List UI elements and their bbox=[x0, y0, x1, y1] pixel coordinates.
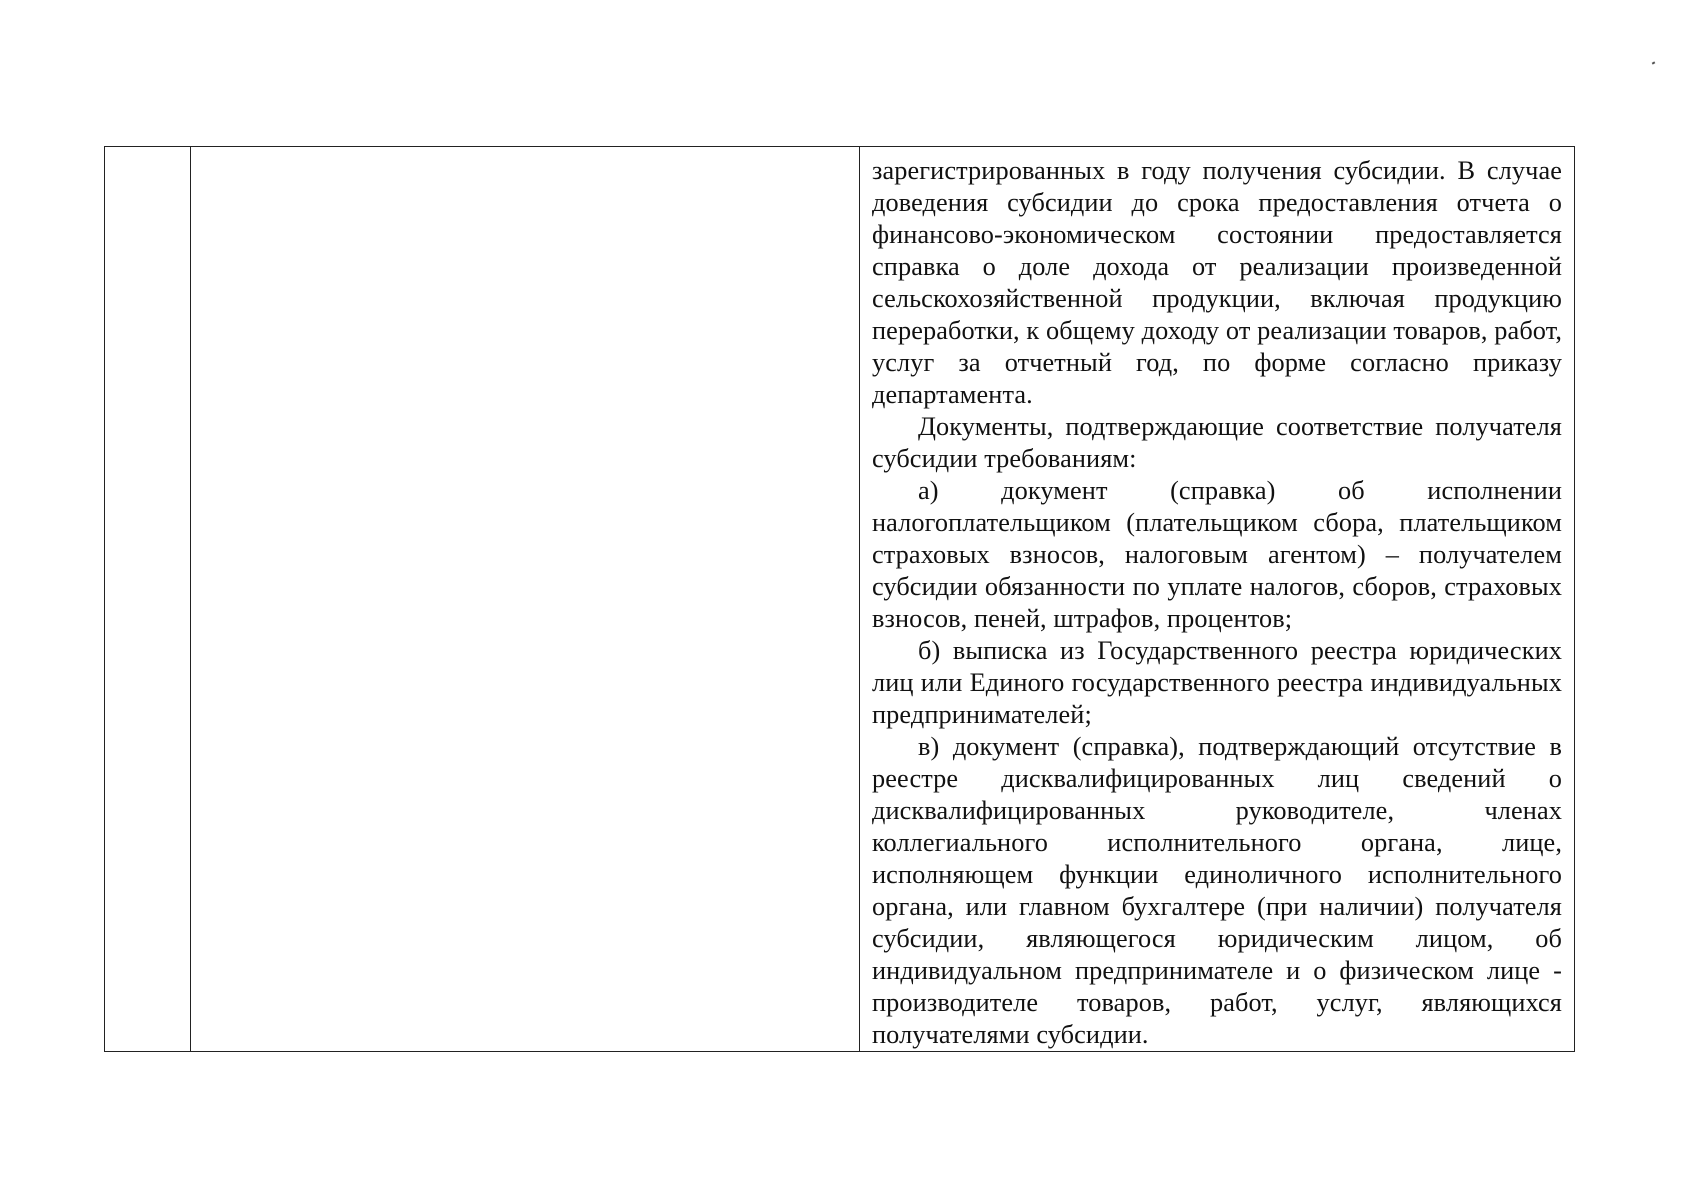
name-cell bbox=[191, 147, 860, 1052]
scan-speck bbox=[1652, 61, 1656, 64]
paragraph-documents-heading: Документы, подтверждающие соответствие получателя субсидии требованиям: bbox=[872, 412, 1562, 473]
paragraph-item-v: в) документ (справка), подтверждающий отсутствие в реестре дисквалифицированных лиц сведений о дисквалифицированных руководителе, членах коллегиального исполнительного органа, лице, исполняющем функции единоличного исполнительного органа, или главном бухгалтере (при наличии) получателя субсидии, являющегося юридическим лицом, об индивидуальном предпринимателе и о физическом лице - производителе товаров, работ, услуг, являющихся получателями субсидии. bbox=[872, 732, 1562, 1049]
documents-cell bbox=[860, 147, 1575, 1052]
paragraph-item-a: а) документ (справка) об исполнении налогоплательщиком (плательщиком сбора, плательщиком страховых взносов, налоговым агентом) – получателем субсидии обязанности по уплате налогов, сборов, страховых взносов, пеней, штрафов, процентов; bbox=[872, 476, 1562, 633]
paragraph-continuation: зарегистрированных в году получения субсидии. В случае доведения субсидии до срока предоставления отчета о финансово-экономическом состоянии предоставляется справка о доле дохода от реализации произведенной сельскохозяйственной продукции, включая продукцию переработки, к общему доходу от реализации товаров, работ, услуг за отчетный год, по форме согласно приказу департамента. bbox=[872, 156, 1562, 409]
table-row bbox=[105, 147, 1575, 1052]
paragraph-item-b: б) выписка из Государственного реестра юридических лиц или Единого государственного реестра индивидуальных предпринимателей; bbox=[872, 636, 1562, 729]
documents-cell-text bbox=[860, 147, 1574, 1051]
number-cell bbox=[105, 147, 191, 1052]
requirements-table bbox=[104, 146, 1575, 1052]
